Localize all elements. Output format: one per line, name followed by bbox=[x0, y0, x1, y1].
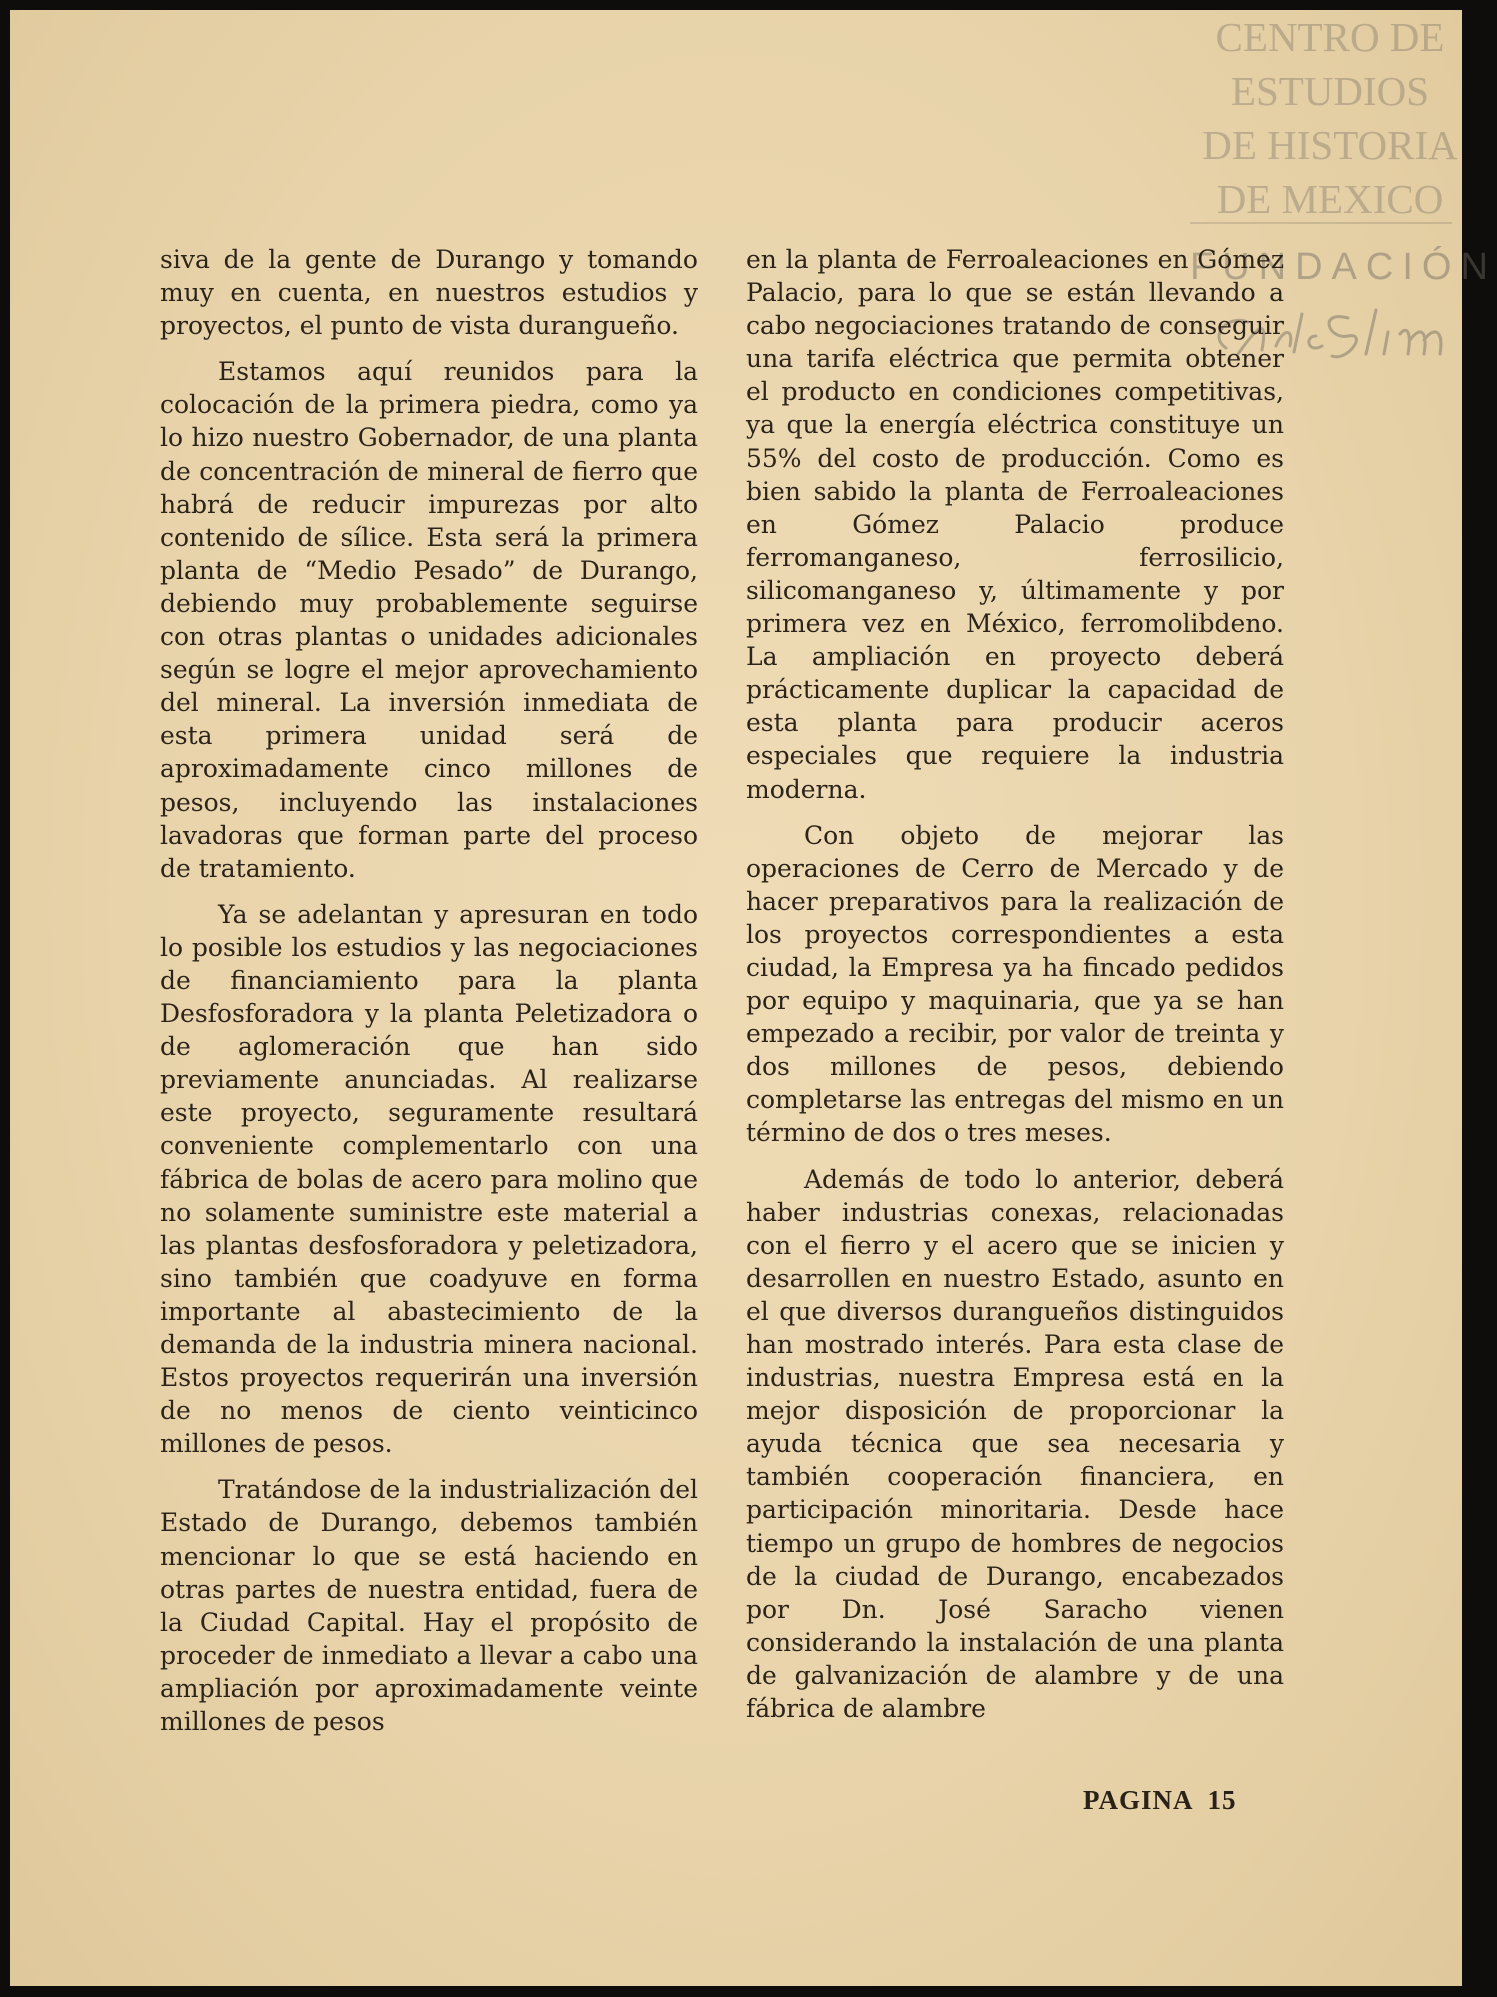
left-text-column bbox=[160, 243, 698, 1751]
paragraph: Estamos aquí reunidos para la colocación de la primera piedra, como ya lo hizo nuestro Gobernador, de una planta de concentración de mineral de fierro que habrá de reducir impurezas por alto contenido de sílice. Esta será la primera planta de “Medio Pesado” de Durango, debiendo muy probablemente seguirse con otras plantas o unidades adicionales según se logre el mejor aprovechamiento del mineral. La inversión inmediata de esta primera unidad será de aproximadamente cinco millones de pesos, incluyendo las instalaciones lavadoras que forman parte del proceso de tratamiento. bbox=[160, 357, 698, 883]
page-label: PAGINA bbox=[1083, 1785, 1194, 1815]
paragraph: Con objeto de mejorar las operaciones de Cerro de Mercado y de hacer preparativos para la realización de los proyectos correspondientes a esta ciudad, la Empresa ya ha fincado pedidos por equipo y maquinaria, que ya se han empezado a recibir, por valor de treinta y dos millones de pesos, debiendo completarse las entregas del mismo en un término de dos o tres meses. bbox=[746, 820, 1284, 1148]
page-number-value: 15 bbox=[1207, 1785, 1237, 1815]
watermark-line-3: DE HISTORIA bbox=[1202, 122, 1458, 168]
paragraph: Además de todo lo anterior, deberá haber industrias conexas, relacionadas con el fierro y el acero que se inicien y desarrollen en nuestro Estado, asunto en el que diversos duranguеños distinguidos han mostrado interés. Para esta clase de industrias, nuestra Empresa está en la mejor disposición de proporcionar la ayuda técnica que sea necesaria y también cooperación financiera, en participación minoritaria. Desde hace tiempo un grupo de hombres de negocios de la ciudad de Durango, encabezados por Dn. José Saracho vienen considerando la instalación de una planta de galvanización de alambre y de una fábrica de alambre bbox=[746, 1164, 1284, 1724]
watermark-line-4: DE MEXICO bbox=[1216, 176, 1444, 222]
watermark-foundation: FUNDACIÓN bbox=[1190, 246, 1497, 288]
watermark-line-1: CENTRO DE bbox=[1215, 14, 1445, 60]
paragraph: Ya se adelantan y apresuran en todo lo posible los estudios y las negociaciones de financiamiento para la planta Desfosforadora y la planta Peletizadora o de aglomeración que han sido previamente anunciadas. Al realizarse este proyecto, seguramente resultará conveniente complementarlo con una fábrica de bolas de acero para molino que no solamente suministre este material a las plantas desfosforadora y peletizadora, sino también que coadyuve en forma importante al abastecimiento de la demanda de la industria minera nacional. Estos proyectos requerirán una inversión de no menos de ciento veinticinco millones de pesos. bbox=[160, 899, 698, 1459]
watermark-divider bbox=[1190, 222, 1452, 224]
archive-watermark bbox=[1185, 10, 1475, 226]
document-page bbox=[10, 10, 1497, 1986]
watermark-line-2: ESTUDIOS bbox=[1230, 68, 1430, 114]
page-number bbox=[1083, 1785, 1237, 1816]
paragraph: siva de la gente de Durango y tomando muy en cuenta, en nuestros estudios y proyectos, el punto de vista duranguеño. bbox=[160, 245, 698, 341]
right-text-column bbox=[746, 243, 1284, 1738]
paragraph: Tratándose de la industrialización del Estado de Durango, debemos también mencionar lo que se está haciendo en otras partes de nuestra entidad, fuera de la Ciudad Capital. Hay el propósito de proceder de inmediato a llevar a cabo una ampliación por aproximadamente veinte millones de pesos bbox=[160, 1475, 698, 1737]
paragraph: en la planta de Ferroaleaciones en Gómez Palacio, para lo que se están llevando a cabo negociaciones tratando de conseguir una tarifa eléctrica que permita obtener el producto en condiciones competitivas, ya que la energía eléctrica constituye un 55% del costo de producción. Como es bien sabido la planta de Ferroaleaciones en Gómez Palacio produce ferromanganeso, ferrosilicio, silicomanganeso y, últimamente y por primera vez en México, ferromolibdeno. La ampliación en proyecto deberá prácticamente duplicar la capacidad de esta planta para producir aceros especiales que requiere la industria moderna. bbox=[746, 245, 1284, 804]
